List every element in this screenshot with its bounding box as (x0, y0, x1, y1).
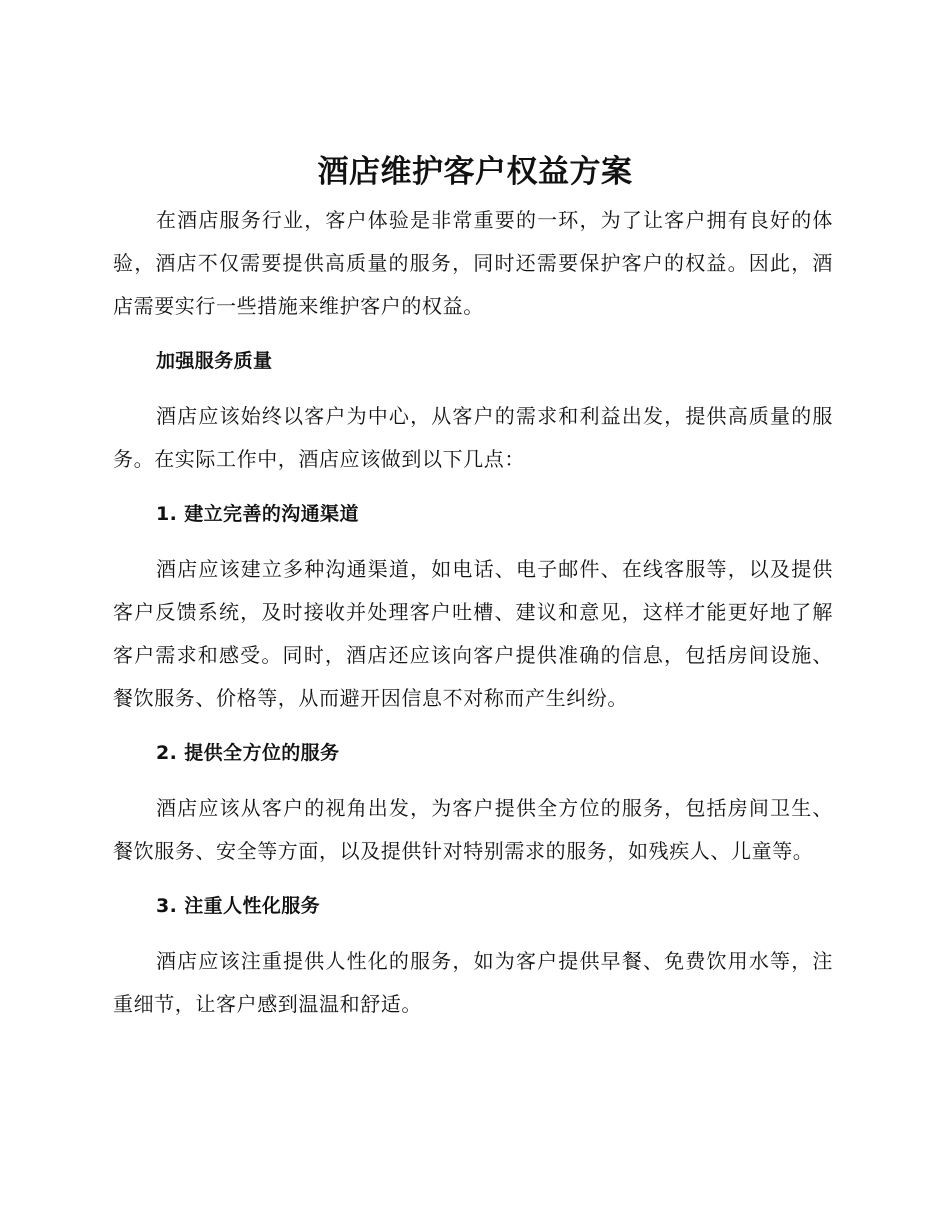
item2-heading: 2. 提供全方位的服务 (156, 742, 340, 764)
item2-paragraph: 酒店应该从客户的视角出发，为客户提供全方位的服务，包括房间卫生、餐饮服务、安全等方面，以及提供针对特别需求的服务，如残疾人、儿童等。 (113, 796, 833, 863)
section-heading: 加强服务质量 (156, 350, 273, 372)
item3-heading: 3. 注重人性化服务 (156, 895, 321, 917)
item1-paragraph: 酒店应该建立多种沟通渠道，如电话、电子邮件、在线客服等，以及提供客户反馈系统，及时接收并处理客户吐槽、建议和意见，这样才能更好地了解客户需求和感受。同时，酒店还应该向客户提供准确的信息，包括房间设施、餐饮服务、价格等，从而避开因信息不对称而产生纠纷。 (113, 557, 833, 710)
item3-paragraph: 酒店应该注重提供人性化的服务，如为客户提供早餐、免费饮用水等，注重细节，让客户感到温温和舒适。 (113, 949, 833, 1016)
item1-heading: 1. 建立完善的沟通渠道 (156, 503, 359, 525)
document-title: 酒店维护客户权益方案 (317, 154, 633, 190)
section-intro-paragraph: 酒店应该始终以客户为中心，从客户的需求和利益出发，提供高质量的服务。在实际工作中，酒店应该做到以下几点： (113, 404, 833, 471)
intro-paragraph: 在酒店服务行业，客户体验是非常重要的一环，为了让客户拥有良好的体验，酒店不仅需要提供高质量的服务，同时还需要保护客户的权益。因此，酒店需要实行一些措施来维护客户的权益。 (113, 208, 833, 318)
document-body (113, 199, 833, 1026)
